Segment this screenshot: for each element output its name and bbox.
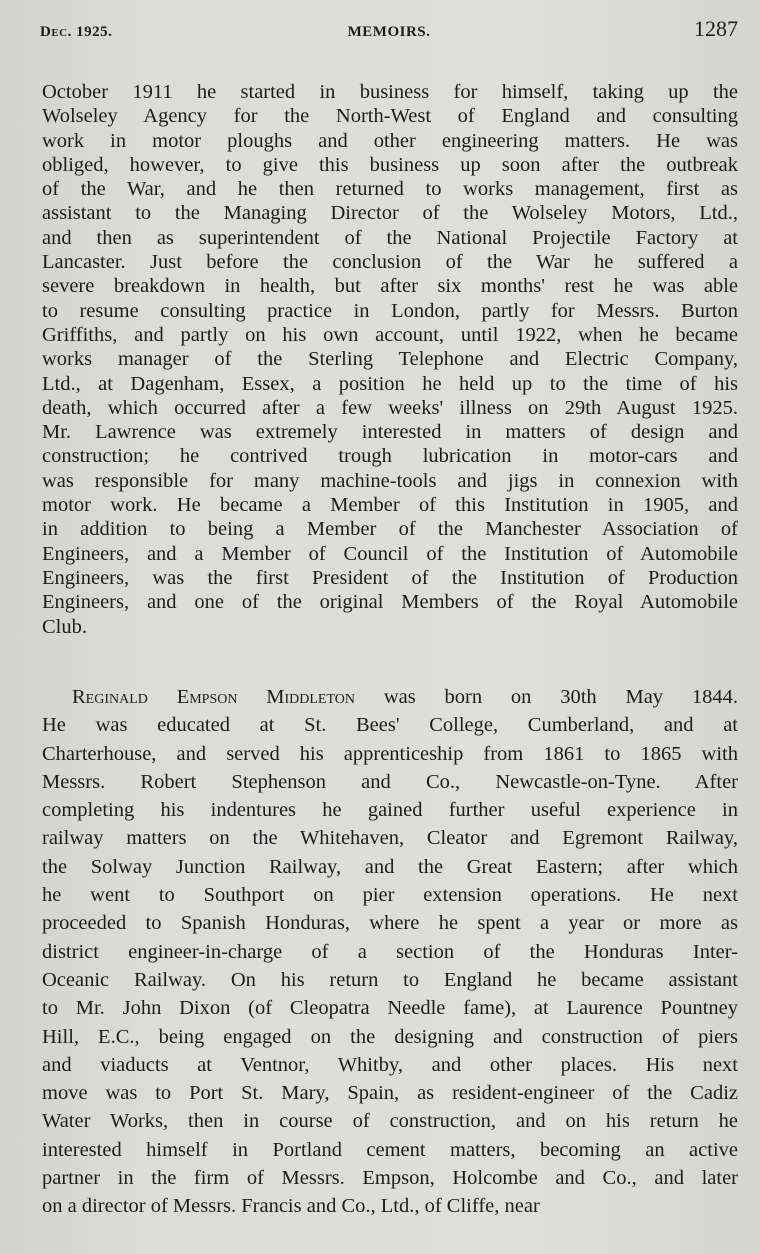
text-line: work in motor ploughs and other engineering matters. He was [42,129,738,152]
text-line: construction; he contrived trough lubrication in motor-cars and [42,445,738,468]
memoir-middleton-paragraph [42,683,738,1221]
text-line: proceeded to Spanish Honduras, where he spent a year or more as [42,912,738,935]
text-line: and then as superintendent of the National Projectile Factory at [42,226,738,249]
text-line: move was to Port St. Mary, Spain, as resident-engineer of the Cadiz [42,1082,738,1105]
text-line: partner in the firm of Messrs. Empson, Holcombe and Co., and later [42,1167,738,1190]
text-line: Wolseley Agency for the North-West of England and consulting [42,105,738,128]
text-line: Oceanic Railway. On his return to England he became assistant [42,968,738,991]
text-line: Griffiths, and partly on his own account, until 1922, when he became [42,323,738,346]
text-line: assistant to the Managing Director of the Wolseley Motors, Ltd., [42,202,738,225]
running-header [40,14,738,48]
text-line: October 1911 he started in business for himself, taking up the [42,81,738,103]
text-line: death, which occurred after a few weeks' illness on 29th August 1925. [42,396,738,419]
text-line: Mr. Lawrence was extremely interested in matters of design and [42,421,738,444]
header-section-title: MEMOIRS. [347,24,431,40]
text-line: Messrs. Robert Stephenson and Co., Newcastle-on-Tyne. After [42,770,738,793]
text-line: railway matters on the Whitehaven, Cleator and Egremont Railway, [42,827,738,850]
text-line [42,683,738,711]
text-line: Lancaster. Just before the conclusion of the War he suffered a [42,251,738,274]
memoir-subject-name: Reginald Empson Middleton [72,686,356,708]
text-line: Engineers, and one of the original Members of the Royal Automobile [42,591,738,614]
text-line: on a director of Messrs. Francis and Co., Ltd., of Cliffe, near [42,1195,540,1218]
text-line: and viaducts at Ventnor, Whitby, and other places. His next [42,1053,738,1076]
text-line: district engineer-in-charge of a section of the Honduras Inter- [42,940,738,963]
text-line: the Solway Junction Railway, and the Great Eastern; after which [42,855,738,878]
text-line: to Mr. John Dixon (of Cleopatra Needle fame), at Laurence Pountney [42,997,738,1020]
text-line: interested himself in Portland cement matters, becoming an active [42,1138,738,1161]
text-line: Club. [42,615,87,638]
text-line-rest: was born on 30th May 1844. [355,686,738,708]
text-line: he went to Southport on pier extension operations. He next [42,884,738,907]
text-line: Engineers, and a Member of Council of the Institution of Automobile [42,542,738,565]
text-line: Water Works, then in course of construction, and on his return he [42,1110,738,1133]
text-line: He was educated at St. Bees' College, Cumberland, and at [42,714,738,737]
text-line: Ltd., at Dagenham, Essex, a position he held up to the time of his [42,372,738,395]
text-line: of the War, and he then returned to works management, first as [42,178,738,201]
text-line: to resume consulting practice in London, partly for Messrs. Burton [42,299,738,322]
text-line: in addition to being a Member of the Manchester Association of [42,518,738,541]
text-line: completing his indentures he gained further useful experience in [42,799,738,822]
text-line: obliged, however, to give this business up soon after the outbreak [42,153,738,176]
text-line: works manager of the Sterling Telephone and Electric Company, [42,348,738,371]
page-number: 1287 [694,16,738,41]
text-line: severe breakdown in health, but after six months' rest he was able [42,275,738,298]
text-line: Engineers, was the first President of the Institution of Production [42,566,738,589]
text-line: was responsible for many machine-tools and jigs in connexion with [42,469,738,492]
text-line: Hill, E.C., being engaged on the designing and construction of piers [42,1025,738,1048]
header-date: Dec. 1925. [40,24,113,40]
memoir-lawrence-paragraph [42,80,738,639]
text-line: motor work. He became a Member of this Institution in 1905, and [42,494,738,517]
text-line: Charterhouse, and served his apprenticeship from 1861 to 1865 with [42,742,738,765]
